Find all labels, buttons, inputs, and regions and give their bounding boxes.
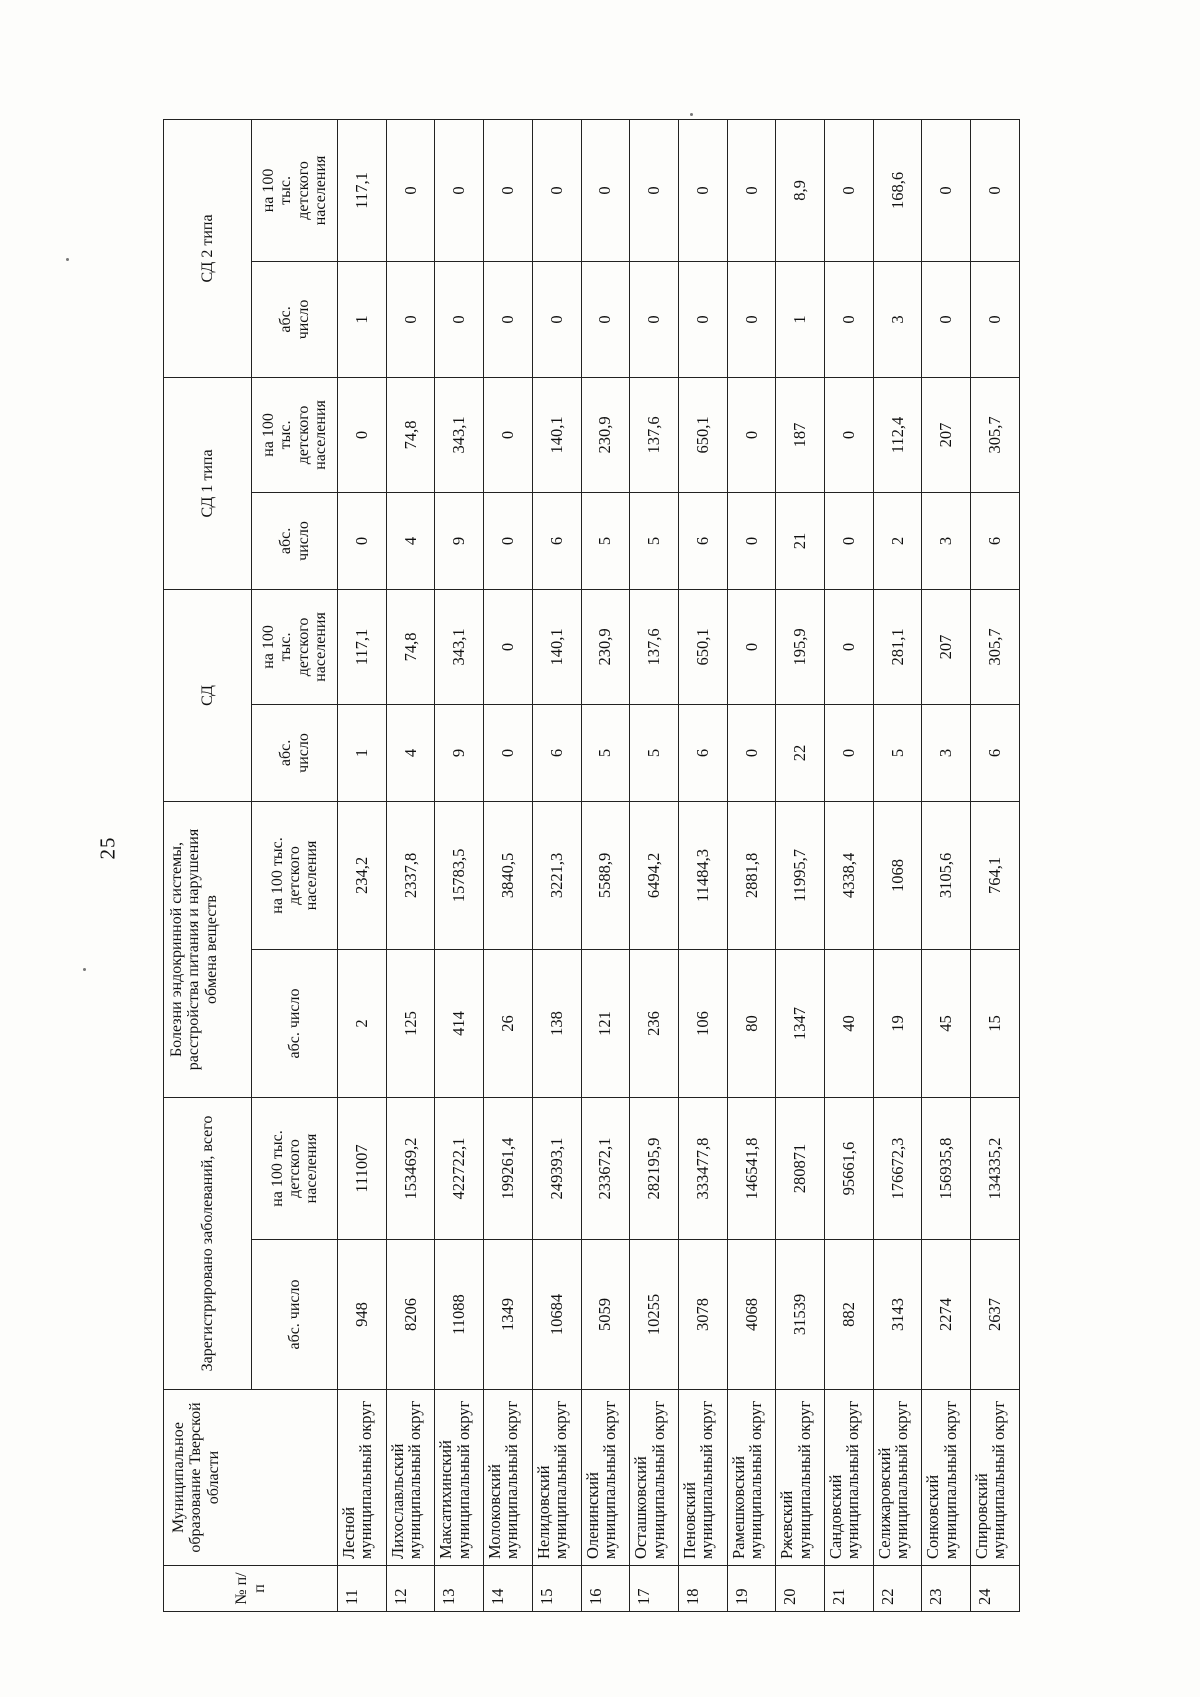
cell-end-abs: 80 — [727, 949, 776, 1097]
cell-sd-abs: 6 — [678, 704, 727, 801]
cell-sd2-per: 0 — [386, 119, 435, 261]
cell-reg-per: 95661,6 — [825, 1097, 874, 1239]
cell-sd1-per: 112,4 — [873, 377, 922, 492]
cell-sd2-abs: 0 — [630, 261, 679, 377]
cell-end-abs: 15 — [971, 949, 1020, 1097]
cell-sd2-abs: 0 — [971, 261, 1020, 377]
municipality-name: Оленинский муниципальный округ — [581, 1390, 630, 1566]
cell-end-abs: 125 — [386, 949, 435, 1097]
subheader-abs-number: абс. число — [252, 261, 338, 377]
cell-reg-abs: 948 — [338, 1240, 387, 1390]
cell-sd2-abs: 0 — [825, 261, 874, 377]
cell-end-abs: 1347 — [776, 949, 825, 1097]
cell-sd1-abs: 2 — [873, 492, 922, 589]
cell-sd2-per: 0 — [630, 119, 679, 261]
cell-reg-abs: 31539 — [776, 1240, 825, 1390]
cell-end-abs: 414 — [435, 949, 484, 1097]
row-number: 19 — [727, 1566, 776, 1612]
cell-sd1-abs: 9 — [435, 492, 484, 589]
table-row — [825, 119, 874, 1611]
row-number: 14 — [484, 1566, 533, 1612]
subheader-per-100k: на 100 тыс. детского населения — [252, 377, 338, 492]
cell-end-per: 6494,2 — [630, 801, 679, 949]
cell-sd2-per: 117,1 — [338, 119, 387, 261]
cell-sd2-per: 8,9 — [776, 119, 825, 261]
table-row — [386, 119, 435, 1611]
cell-sd2-per: 0 — [581, 119, 630, 261]
cell-sd2-abs: 3 — [873, 261, 922, 377]
row-number: 23 — [922, 1566, 971, 1612]
cell-end-per: 3105,6 — [922, 801, 971, 949]
cell-sd-per: 0 — [727, 589, 776, 704]
cell-sd-abs: 5 — [873, 704, 922, 801]
cell-sd1-abs: 5 — [581, 492, 630, 589]
cell-reg-abs: 5059 — [581, 1240, 630, 1390]
cell-end-abs: 106 — [678, 949, 727, 1097]
cell-sd2-abs: 1 — [776, 261, 825, 377]
cell-reg-per: 176672,3 — [873, 1097, 922, 1239]
cell-sd1-abs: 0 — [825, 492, 874, 589]
table-row — [922, 119, 971, 1611]
cell-reg-abs: 10255 — [630, 1240, 679, 1390]
cell-reg-abs: 882 — [825, 1240, 874, 1390]
cell-sd-per: 137,6 — [630, 589, 679, 704]
cell-sd-per: 195,9 — [776, 589, 825, 704]
cell-sd1-abs: 6 — [971, 492, 1020, 589]
cell-sd2-per: 0 — [435, 119, 484, 261]
cell-sd-per: 650,1 — [678, 589, 727, 704]
header-number: № п/п — [164, 1566, 338, 1612]
cell-sd1-abs: 6 — [678, 492, 727, 589]
municipality-name: Лесной муниципальный округ — [338, 1390, 387, 1566]
cell-end-per: 2337,8 — [386, 801, 435, 949]
cell-end-per: 2881,8 — [727, 801, 776, 949]
subheader-abs-number: абс. число — [252, 1240, 338, 1390]
table-row — [581, 119, 630, 1611]
subheader-abs-number: абс. число — [252, 704, 338, 801]
row-number: 16 — [581, 1566, 630, 1612]
table-row — [532, 119, 581, 1611]
cell-sd2-abs: 0 — [678, 261, 727, 377]
cell-reg-per: 249393,1 — [532, 1097, 581, 1239]
row-number: 15 — [532, 1566, 581, 1612]
cell-end-abs: 2 — [338, 949, 387, 1097]
page-number: 25 — [95, 836, 120, 860]
table-row — [776, 119, 825, 1611]
cell-sd2-per: 0 — [825, 119, 874, 261]
cell-sd-per: 140,1 — [532, 589, 581, 704]
municipality-name: Молоковский муниципальный округ — [484, 1390, 533, 1566]
cell-sd2-per: 168,6 — [873, 119, 922, 261]
cell-end-abs: 121 — [581, 949, 630, 1097]
cell-sd1-per: 137,6 — [630, 377, 679, 492]
cell-sd-per: 0 — [825, 589, 874, 704]
row-number: 12 — [386, 1566, 435, 1612]
cell-reg-per: 233672,1 — [581, 1097, 630, 1239]
cell-sd-per: 281,1 — [873, 589, 922, 704]
cell-end-per: 3840,5 — [484, 801, 533, 949]
cell-sd1-per: 305,7 — [971, 377, 1020, 492]
subheader-per-100k: на 100 тыс. детского населения — [252, 801, 338, 949]
cell-reg-per: 333477,8 — [678, 1097, 727, 1239]
cell-end-per: 4338,4 — [825, 801, 874, 949]
table-row — [873, 119, 922, 1611]
disease-statistics-table — [163, 119, 1020, 1612]
cell-sd1-per: 140,1 — [532, 377, 581, 492]
cell-reg-per: 146541,8 — [727, 1097, 776, 1239]
cell-sd2-abs: 0 — [386, 261, 435, 377]
cell-end-per: 1068 — [873, 801, 922, 949]
cell-sd-per: 0 — [484, 589, 533, 704]
cell-sd1-per: 207 — [922, 377, 971, 492]
scan-speck — [83, 968, 86, 971]
row-number: 24 — [971, 1566, 1020, 1612]
cell-end-per: 5588,9 — [581, 801, 630, 949]
subheader-abs-number: абс. число — [252, 949, 338, 1097]
cell-sd1-abs: 6 — [532, 492, 581, 589]
header-diabetes: СД — [164, 589, 252, 801]
cell-sd-abs: 4 — [386, 704, 435, 801]
cell-reg-abs: 4068 — [727, 1240, 776, 1390]
municipality-name: Лихославльский муниципальный округ — [386, 1390, 435, 1566]
cell-sd-per: 230,9 — [581, 589, 630, 704]
cell-reg-abs: 2637 — [971, 1240, 1020, 1390]
cell-end-abs: 19 — [873, 949, 922, 1097]
cell-sd-abs: 3 — [922, 704, 971, 801]
cell-sd1-per: 187 — [776, 377, 825, 492]
cell-reg-abs: 10684 — [532, 1240, 581, 1390]
subheader-per-100k: на 100 тыс. детского населения — [252, 119, 338, 261]
cell-sd2-per: 0 — [727, 119, 776, 261]
cell-sd1-per: 0 — [338, 377, 387, 492]
cell-sd1-per: 74,8 — [386, 377, 435, 492]
municipality-name: Нелидовский муниципальный округ — [532, 1390, 581, 1566]
scan-speck — [66, 258, 69, 261]
table-row — [630, 119, 679, 1611]
table-row — [727, 119, 776, 1611]
cell-sd-per: 207 — [922, 589, 971, 704]
row-number: 11 — [338, 1566, 387, 1612]
cell-sd1-abs: 0 — [727, 492, 776, 589]
cell-sd-abs: 22 — [776, 704, 825, 801]
cell-reg-abs: 11088 — [435, 1240, 484, 1390]
cell-sd1-abs: 0 — [484, 492, 533, 589]
table-row — [678, 119, 727, 1611]
cell-sd2-per: 0 — [532, 119, 581, 261]
municipality-name: Сонковский муниципальный округ — [922, 1390, 971, 1566]
cell-end-per: 3221,3 — [532, 801, 581, 949]
row-number: 21 — [825, 1566, 874, 1612]
cell-sd-abs: 5 — [630, 704, 679, 801]
subheader-per-100k: на 100 тыс. детского населения — [252, 1097, 338, 1239]
cell-sd-abs: 0 — [727, 704, 776, 801]
municipality-name: Максатихинский муниципальный округ — [435, 1390, 484, 1566]
cell-sd-abs: 6 — [971, 704, 1020, 801]
cell-sd-per: 305,7 — [971, 589, 1020, 704]
cell-end-abs: 236 — [630, 949, 679, 1097]
table-row — [971, 119, 1020, 1611]
row-number: 22 — [873, 1566, 922, 1612]
cell-sd1-per: 0 — [727, 377, 776, 492]
cell-end-per: 764,1 — [971, 801, 1020, 949]
cell-reg-per: 282195,9 — [630, 1097, 679, 1239]
municipality-name: Рамешковский муниципальный округ — [727, 1390, 776, 1566]
header-diabetes-type2: СД 2 типа — [164, 119, 252, 377]
cell-sd2-per: 0 — [971, 119, 1020, 261]
cell-reg-per: 422722,1 — [435, 1097, 484, 1239]
row-number: 20 — [776, 1566, 825, 1612]
header-municipality: Муниципальное образование Тверской области — [164, 1390, 338, 1566]
subheader-abs-number: абс. число — [252, 492, 338, 589]
cell-sd-abs: 5 — [581, 704, 630, 801]
cell-sd-abs: 0 — [825, 704, 874, 801]
municipality-name: Ржевский муниципальный округ — [776, 1390, 825, 1566]
municipality-name: Спировский муниципальный округ — [971, 1390, 1020, 1566]
cell-end-per: 234,2 — [338, 801, 387, 949]
cell-reg-per: 156935,8 — [922, 1097, 971, 1239]
cell-sd2-abs: 0 — [922, 261, 971, 377]
cell-end-per: 11484,3 — [678, 801, 727, 949]
municipality-name: Сандовский муниципальный округ — [825, 1390, 874, 1566]
cell-sd-abs: 0 — [484, 704, 533, 801]
row-number: 17 — [630, 1566, 679, 1612]
cell-sd1-abs: 21 — [776, 492, 825, 589]
scan-speck — [690, 113, 693, 116]
cell-reg-per: 134335,2 — [971, 1097, 1020, 1239]
cell-reg-abs: 8206 — [386, 1240, 435, 1390]
cell-end-per: 11995,7 — [776, 801, 825, 949]
cell-sd1-per: 0 — [825, 377, 874, 492]
cell-sd1-per: 0 — [484, 377, 533, 492]
cell-sd2-abs: 0 — [727, 261, 776, 377]
rotated-table-container — [163, 120, 1020, 1612]
cell-sd1-abs: 5 — [630, 492, 679, 589]
row-number: 13 — [435, 1566, 484, 1612]
cell-sd-per: 74,8 — [386, 589, 435, 704]
cell-end-per: 15783,5 — [435, 801, 484, 949]
cell-end-abs: 138 — [532, 949, 581, 1097]
cell-reg-abs: 3143 — [873, 1240, 922, 1390]
cell-reg-abs: 2274 — [922, 1240, 971, 1390]
cell-sd2-abs: 1 — [338, 261, 387, 377]
cell-reg-abs: 3078 — [678, 1240, 727, 1390]
municipality-name: Пеновский муниципальный округ — [678, 1390, 727, 1566]
cell-sd1-per: 230,9 — [581, 377, 630, 492]
cell-sd-abs: 1 — [338, 704, 387, 801]
cell-reg-per: 111007 — [338, 1097, 387, 1239]
table-body — [338, 119, 1020, 1611]
cell-sd-per: 343,1 — [435, 589, 484, 704]
table-row — [484, 119, 533, 1611]
cell-sd2-per: 0 — [484, 119, 533, 261]
cell-sd2-abs: 0 — [435, 261, 484, 377]
cell-sd1-per: 650,1 — [678, 377, 727, 492]
cell-reg-per: 153469,2 — [386, 1097, 435, 1239]
cell-sd1-abs: 0 — [338, 492, 387, 589]
cell-end-abs: 45 — [922, 949, 971, 1097]
cell-sd2-abs: 0 — [532, 261, 581, 377]
cell-sd2-per: 0 — [922, 119, 971, 261]
subheader-per-100k: на 100 тыс. детского населения — [252, 589, 338, 704]
table-row — [338, 119, 387, 1611]
municipality-name: Осташковский муниципальный округ — [630, 1390, 679, 1566]
cell-end-abs: 40 — [825, 949, 874, 1097]
cell-reg-per: 199261,4 — [484, 1097, 533, 1239]
cell-reg-per: 280871 — [776, 1097, 825, 1239]
cell-sd1-per: 343,1 — [435, 377, 484, 492]
cell-sd-abs: 6 — [532, 704, 581, 801]
cell-sd-abs: 9 — [435, 704, 484, 801]
cell-sd-per: 117,1 — [338, 589, 387, 704]
cell-sd1-abs: 4 — [386, 492, 435, 589]
cell-end-abs: 26 — [484, 949, 533, 1097]
cell-reg-abs: 1349 — [484, 1240, 533, 1390]
cell-sd1-abs: 3 — [922, 492, 971, 589]
cell-sd2-abs: 0 — [581, 261, 630, 377]
header-endocrine-diseases: Болезни эндокринной системы, расстройства питания и нарушения обмена веществ — [164, 801, 252, 1097]
table-row — [435, 119, 484, 1611]
cell-sd2-abs: 0 — [484, 261, 533, 377]
municipality-name: Селижаровский муниципальный округ — [873, 1390, 922, 1566]
cell-sd2-per: 0 — [678, 119, 727, 261]
header-diabetes-type1: СД 1 типа — [164, 377, 252, 589]
row-number: 18 — [678, 1566, 727, 1612]
header-registered-total: Зарегистрировано заболеваний, всего — [164, 1097, 252, 1389]
